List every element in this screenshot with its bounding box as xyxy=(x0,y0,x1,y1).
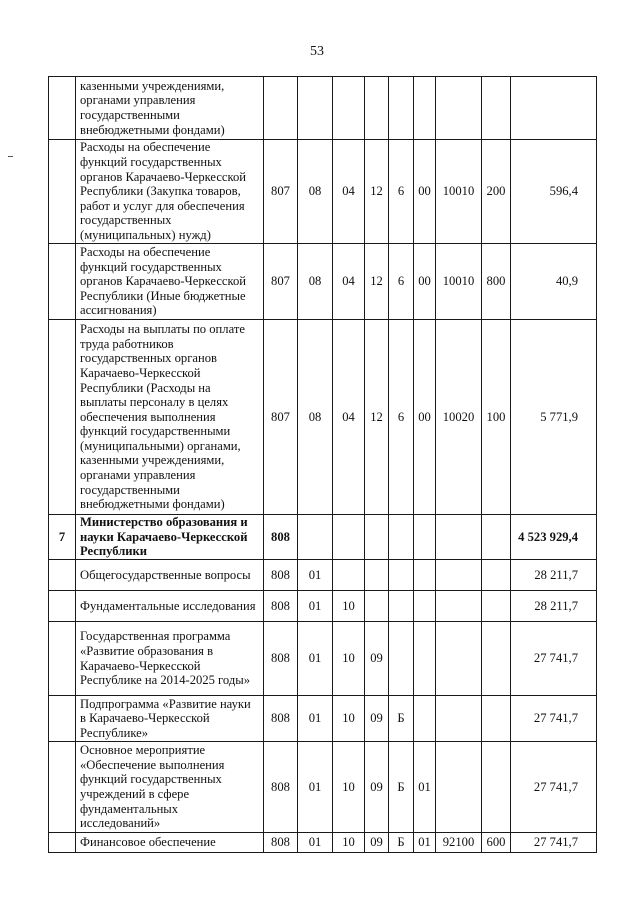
code-ministry: 808 xyxy=(264,515,298,560)
code-expense-type xyxy=(482,622,511,696)
code-subprogram xyxy=(389,622,414,696)
table-row xyxy=(49,622,597,696)
code-subprogram: Б xyxy=(389,696,414,742)
code-subsection: 04 xyxy=(333,244,365,320)
code-expense-type: 600 xyxy=(482,833,511,853)
code-subprogram: 6 xyxy=(389,244,414,320)
code-expense-type xyxy=(482,591,511,622)
code-program: 09 xyxy=(365,622,389,696)
row-number xyxy=(49,622,76,696)
margin-mark xyxy=(8,156,13,157)
code-program: 12 xyxy=(365,244,389,320)
code-activity: 01 xyxy=(414,742,436,833)
row-number xyxy=(49,833,76,853)
row-description: Расходы на обеспечение функций государственных органов Карачаево-Черкесской Республики (Иные бюджетные ассигнования) xyxy=(76,244,264,320)
row-number xyxy=(49,244,76,320)
budget-table xyxy=(48,76,597,853)
table-row xyxy=(49,320,597,515)
code-program: 12 xyxy=(365,140,389,244)
row-description: Подпрограмма «Развитие науки в Карачаево-Черкесской Республике» xyxy=(76,696,264,742)
code-activity xyxy=(414,591,436,622)
code-expense-type xyxy=(482,515,511,560)
code-ministry: 808 xyxy=(264,622,298,696)
row-description: Расходы на обеспечение функций государственных органов Карачаево-Черкесской Республики (Закупка товаров, работ и услуг для обеспечения государственных (муниципальных) нужд) xyxy=(76,140,264,244)
code-section: 01 xyxy=(298,696,333,742)
code-subsection xyxy=(333,77,365,140)
code-ministry: 808 xyxy=(264,591,298,622)
code-activity: 00 xyxy=(414,140,436,244)
code-subsection: 10 xyxy=(333,696,365,742)
row-amount: 596,4 xyxy=(511,140,597,244)
row-number xyxy=(49,742,76,833)
code-expense-type xyxy=(482,560,511,591)
row-description: Расходы на выплаты по оплате труда работников государственных органов Карачаево-Черкесской Республики (Расходы на выплаты персоналу в целях обеспечения выполнения функций государственными (муниципальными) органами, казенными учреждениями, органами управления государственными внебюджетными фондами) xyxy=(76,320,264,515)
code-program: 09 xyxy=(365,742,389,833)
code-program: 09 xyxy=(365,833,389,853)
code-section xyxy=(298,77,333,140)
row-amount: 27 741,7 xyxy=(511,696,597,742)
code-activity xyxy=(414,622,436,696)
code-subprogram xyxy=(389,591,414,622)
code-expense-type xyxy=(482,77,511,140)
code-direction xyxy=(436,742,482,833)
code-direction xyxy=(436,622,482,696)
table-row xyxy=(49,77,597,140)
row-description: Финансовое обеспечение xyxy=(76,833,264,853)
code-program xyxy=(365,515,389,560)
code-activity xyxy=(414,77,436,140)
code-section: 08 xyxy=(298,140,333,244)
row-amount: 28 211,7 xyxy=(511,560,597,591)
code-direction xyxy=(436,696,482,742)
code-program xyxy=(365,591,389,622)
code-ministry xyxy=(264,77,298,140)
code-direction xyxy=(436,515,482,560)
code-activity: 00 xyxy=(414,320,436,515)
code-subprogram xyxy=(389,77,414,140)
code-subsection: 10 xyxy=(333,742,365,833)
code-subsection: 04 xyxy=(333,140,365,244)
code-direction: 92100 xyxy=(436,833,482,853)
row-amount: 28 211,7 xyxy=(511,591,597,622)
table-row xyxy=(49,560,597,591)
code-activity xyxy=(414,515,436,560)
code-ministry: 807 xyxy=(264,244,298,320)
code-program: 09 xyxy=(365,696,389,742)
code-expense-type: 200 xyxy=(482,140,511,244)
code-ministry: 807 xyxy=(264,140,298,244)
code-subsection xyxy=(333,560,365,591)
code-subsection: 10 xyxy=(333,591,365,622)
row-description: Министерство образования и науки Карачаево-Черкесской Республики xyxy=(76,515,264,560)
row-number xyxy=(49,140,76,244)
row-number: 7 xyxy=(49,515,76,560)
table-row xyxy=(49,591,597,622)
code-section: 01 xyxy=(298,591,333,622)
code-subprogram: 6 xyxy=(389,320,414,515)
row-description: Фундаментальные исследования xyxy=(76,591,264,622)
code-direction: 10010 xyxy=(436,140,482,244)
row-amount: 5 771,9 xyxy=(511,320,597,515)
table-row xyxy=(49,244,597,320)
code-section: 01 xyxy=(298,560,333,591)
row-number xyxy=(49,696,76,742)
code-expense-type xyxy=(482,742,511,833)
table-row-ministry xyxy=(49,515,597,560)
code-ministry: 808 xyxy=(264,833,298,853)
code-section xyxy=(298,515,333,560)
code-subsection: 04 xyxy=(333,320,365,515)
code-ministry: 808 xyxy=(264,742,298,833)
code-section: 08 xyxy=(298,244,333,320)
code-program xyxy=(365,560,389,591)
row-description: казенными учреждениями, органами управления государственными внебюджетными фондами) xyxy=(76,77,264,140)
code-expense-type: 100 xyxy=(482,320,511,515)
code-ministry: 808 xyxy=(264,696,298,742)
code-direction xyxy=(436,560,482,591)
row-amount: 27 741,7 xyxy=(511,833,597,853)
code-activity xyxy=(414,560,436,591)
row-description: Общегосударственные вопросы xyxy=(76,560,264,591)
page-number: 53 xyxy=(310,44,324,59)
row-amount: 27 741,7 xyxy=(511,622,597,696)
table-row xyxy=(49,696,597,742)
row-number xyxy=(49,320,76,515)
code-activity: 00 xyxy=(414,244,436,320)
code-direction: 10010 xyxy=(436,244,482,320)
code-section: 08 xyxy=(298,320,333,515)
row-number xyxy=(49,77,76,140)
row-amount: 27 741,7 xyxy=(511,742,597,833)
code-subprogram xyxy=(389,560,414,591)
row-amount: 4 523 929,4 xyxy=(511,515,597,560)
row-description: Государственная программа «Развитие образования в Карачаево-Черкесской Республике на 2014-2025 годы» xyxy=(76,622,264,696)
code-subsection: 10 xyxy=(333,622,365,696)
code-direction xyxy=(436,77,482,140)
code-direction: 10020 xyxy=(436,320,482,515)
code-section: 01 xyxy=(298,833,333,853)
row-amount: 40,9 xyxy=(511,244,597,320)
code-section: 01 xyxy=(298,742,333,833)
table-row xyxy=(49,140,597,244)
code-activity: 01 xyxy=(414,833,436,853)
row-description: Основное мероприятие «Обеспечение выполнения функций государственных учреждений в сфере фундаментальных исследований» xyxy=(76,742,264,833)
code-program xyxy=(365,77,389,140)
code-subprogram xyxy=(389,515,414,560)
code-subsection xyxy=(333,515,365,560)
table-row xyxy=(49,742,597,833)
code-direction xyxy=(436,591,482,622)
code-expense-type xyxy=(482,696,511,742)
code-program: 12 xyxy=(365,320,389,515)
row-amount xyxy=(511,77,597,140)
code-subsection: 10 xyxy=(333,833,365,853)
row-number xyxy=(49,560,76,591)
code-subprogram: 6 xyxy=(389,140,414,244)
code-subprogram: Б xyxy=(389,742,414,833)
code-activity xyxy=(414,696,436,742)
code-section: 01 xyxy=(298,622,333,696)
table-row xyxy=(49,833,597,853)
code-expense-type: 800 xyxy=(482,244,511,320)
code-ministry: 807 xyxy=(264,320,298,515)
code-subprogram: Б xyxy=(389,833,414,853)
row-number xyxy=(49,591,76,622)
code-ministry: 808 xyxy=(264,560,298,591)
